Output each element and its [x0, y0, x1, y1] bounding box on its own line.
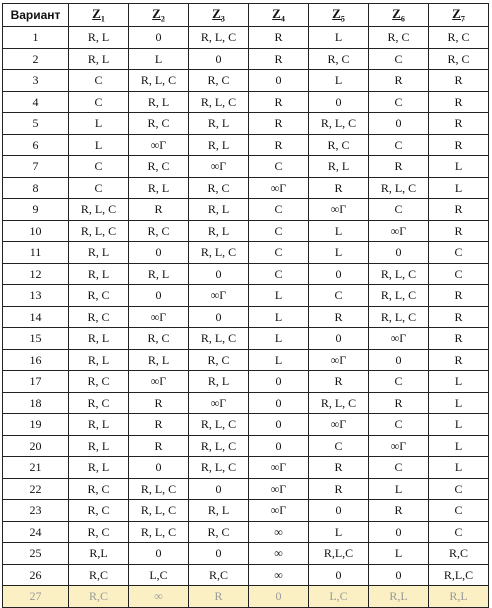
table-row: [3, 328, 489, 350]
variant-number-cell: 8: [3, 177, 69, 199]
z1-cell: R, L: [69, 263, 129, 285]
table-row: [3, 27, 489, 49]
z5-cell: C: [309, 435, 369, 457]
variant-number-cell: 17: [3, 371, 69, 393]
table-row: [3, 242, 489, 264]
z3-cell: 0: [189, 306, 249, 328]
z4-cell: C: [249, 156, 309, 178]
variant-number-cell: 5: [3, 113, 69, 135]
z5-cell: ∞Γ: [309, 414, 369, 436]
z7-cell: R: [429, 328, 489, 350]
z7-cell: R, C: [429, 27, 489, 49]
z2-cell: R, L: [129, 91, 189, 113]
z6-cell: R: [369, 500, 429, 522]
z6-cell: R, L, C: [369, 263, 429, 285]
z3-cell: R, C: [189, 70, 249, 92]
z7-cell: R: [429, 349, 489, 371]
z3-cell: 0: [189, 543, 249, 565]
z5-cell: 0: [309, 91, 369, 113]
z4-cell: L: [249, 285, 309, 307]
z1-cell: R, L: [69, 48, 129, 70]
z6-cell: C: [369, 48, 429, 70]
z3-cell: R, L, C: [189, 414, 249, 436]
header-variant: Вариант: [3, 4, 69, 27]
z1-cell: R, L: [69, 435, 129, 457]
z1-cell: R, L: [69, 349, 129, 371]
z1-cell: C: [69, 70, 129, 92]
z2-cell: R, L, C: [129, 500, 189, 522]
z1-cell: R,C: [69, 586, 129, 608]
header-z7: $Z_7$: [429, 4, 489, 27]
z5-cell: R, L, C: [309, 392, 369, 414]
variant-number-cell: 16: [3, 349, 69, 371]
z3-cell: 0: [189, 478, 249, 500]
z7-cell: C: [429, 242, 489, 264]
z3-cell: R, L, C: [189, 435, 249, 457]
z1-cell: R, C: [69, 306, 129, 328]
variant-number-cell: 15: [3, 328, 69, 350]
z7-cell: C: [429, 521, 489, 543]
z7-cell: R: [429, 134, 489, 156]
z3-cell: R, L, C: [189, 457, 249, 479]
z1-cell: R, L: [69, 328, 129, 350]
z3-cell: R, L, C: [189, 27, 249, 49]
z4-cell: ∞: [249, 543, 309, 565]
table-row: [3, 392, 489, 414]
table-row: [3, 91, 489, 113]
z7-cell: R: [429, 199, 489, 221]
z2-cell: R, C: [129, 328, 189, 350]
z4-cell: 0: [249, 70, 309, 92]
z5-cell: R: [309, 371, 369, 393]
z6-cell: R, L, C: [369, 285, 429, 307]
z3-cell: R, L: [189, 500, 249, 522]
z1-cell: R, C: [69, 521, 129, 543]
table-row: [3, 70, 489, 92]
z5-cell: R,L,C: [309, 543, 369, 565]
z5-cell: L: [309, 220, 369, 242]
z4-cell: ∞Γ: [249, 500, 309, 522]
variant-number-cell: 1: [3, 27, 69, 49]
table-row: [3, 48, 489, 70]
z1-cell: R, L: [69, 242, 129, 264]
table-row: [3, 371, 489, 393]
z4-cell: L: [249, 306, 309, 328]
z5-cell: L: [309, 242, 369, 264]
z2-cell: R, C: [129, 113, 189, 135]
z2-cell: R, C: [129, 156, 189, 178]
table-row: [3, 414, 489, 436]
z3-cell: R, L: [189, 220, 249, 242]
z1-cell: L: [69, 113, 129, 135]
z4-cell: R: [249, 27, 309, 49]
z3-cell: R, L, C: [189, 328, 249, 350]
variant-number-cell: 19: [3, 414, 69, 436]
z4-cell: C: [249, 263, 309, 285]
z6-cell: 0: [369, 564, 429, 586]
z7-cell: R: [429, 306, 489, 328]
z2-cell: L,C: [129, 564, 189, 586]
z6-cell: R: [369, 156, 429, 178]
variant-number-cell: 7: [3, 156, 69, 178]
z6-cell: ∞Γ: [369, 220, 429, 242]
table-row: [3, 564, 489, 586]
header-z6: $Z_6$: [369, 4, 429, 27]
variant-number-cell: 18: [3, 392, 69, 414]
z2-cell: R: [129, 199, 189, 221]
z3-cell: ∞Γ: [189, 392, 249, 414]
z6-cell: C: [369, 457, 429, 479]
z4-cell: L: [249, 349, 309, 371]
table-row: [3, 478, 489, 500]
z2-cell: ∞: [129, 586, 189, 608]
z4-cell: L: [249, 328, 309, 350]
z5-cell: R: [309, 478, 369, 500]
z6-cell: R,L: [369, 586, 429, 608]
z3-cell: R, C: [189, 521, 249, 543]
z5-cell: R: [309, 306, 369, 328]
z2-cell: R, L: [129, 349, 189, 371]
variant-number-cell: 22: [3, 478, 69, 500]
z6-cell: ∞Γ: [369, 435, 429, 457]
variant-number-cell: 4: [3, 91, 69, 113]
table-row: [3, 263, 489, 285]
table-row: [3, 156, 489, 178]
z7-cell: R,L,C: [429, 564, 489, 586]
z3-cell: R, L, C: [189, 242, 249, 264]
z4-cell: 0: [249, 586, 309, 608]
z3-cell: R, L: [189, 199, 249, 221]
table-row: [3, 349, 489, 371]
z6-cell: L: [369, 478, 429, 500]
z2-cell: 0: [129, 27, 189, 49]
variant-number-cell: 13: [3, 285, 69, 307]
z5-cell: ∞Γ: [309, 349, 369, 371]
z4-cell: ∞Γ: [249, 478, 309, 500]
variant-number-cell: 2: [3, 48, 69, 70]
z6-cell: ∞Γ: [369, 328, 429, 350]
z5-cell: L,C: [309, 586, 369, 608]
z3-cell: R, L: [189, 371, 249, 393]
z6-cell: C: [369, 414, 429, 436]
z4-cell: ∞: [249, 564, 309, 586]
z2-cell: ∞Γ: [129, 134, 189, 156]
z2-cell: R, L, C: [129, 70, 189, 92]
header-z2: $Z_2$: [129, 4, 189, 27]
z3-cell: R, L, C: [189, 91, 249, 113]
z6-cell: 0: [369, 521, 429, 543]
z7-cell: R: [429, 91, 489, 113]
z1-cell: C: [69, 91, 129, 113]
table-row: [3, 543, 489, 565]
z5-cell: L: [309, 70, 369, 92]
z1-cell: R, L: [69, 414, 129, 436]
z2-cell: 0: [129, 543, 189, 565]
z7-cell: R, C: [429, 48, 489, 70]
z7-cell: L: [429, 156, 489, 178]
z6-cell: R: [369, 392, 429, 414]
variant-number-cell: 23: [3, 500, 69, 522]
z6-cell: R, L, C: [369, 177, 429, 199]
table-row: [3, 220, 489, 242]
z2-cell: R, L: [129, 177, 189, 199]
table-row: [3, 500, 489, 522]
z7-cell: C: [429, 478, 489, 500]
z6-cell: R, L, C: [369, 306, 429, 328]
z7-cell: L: [429, 414, 489, 436]
variant-number-cell: 26: [3, 564, 69, 586]
z1-cell: C: [69, 177, 129, 199]
z1-cell: L: [69, 134, 129, 156]
z1-cell: R, C: [69, 371, 129, 393]
z7-cell: R: [429, 113, 489, 135]
z2-cell: R, C: [129, 220, 189, 242]
z1-cell: R, C: [69, 285, 129, 307]
z6-cell: C: [369, 91, 429, 113]
z7-cell: R,C: [429, 543, 489, 565]
table-row: [3, 457, 489, 479]
z6-cell: R: [369, 70, 429, 92]
table-row: [3, 113, 489, 135]
z1-cell: R, L, C: [69, 220, 129, 242]
z2-cell: R: [129, 392, 189, 414]
z2-cell: R, L, C: [129, 521, 189, 543]
z1-cell: R, L: [69, 27, 129, 49]
z6-cell: 0: [369, 242, 429, 264]
variant-number-cell: 20: [3, 435, 69, 457]
z1-cell: R,L: [69, 543, 129, 565]
z5-cell: R: [309, 177, 369, 199]
z6-cell: R, C: [369, 27, 429, 49]
z6-cell: C: [369, 371, 429, 393]
z7-cell: R: [429, 285, 489, 307]
z2-cell: R: [129, 435, 189, 457]
z3-cell: R, C: [189, 177, 249, 199]
z4-cell: ∞Γ: [249, 457, 309, 479]
z5-cell: R, L: [309, 156, 369, 178]
z4-cell: R: [249, 134, 309, 156]
variant-number-cell: 11: [3, 242, 69, 264]
z5-cell: L: [309, 521, 369, 543]
z4-cell: C: [249, 220, 309, 242]
z4-cell: 0: [249, 392, 309, 414]
header-z5: $Z_5$: [309, 4, 369, 27]
z5-cell: R: [309, 457, 369, 479]
z4-cell: R: [249, 91, 309, 113]
z5-cell: L: [309, 27, 369, 49]
z5-cell: 0: [309, 263, 369, 285]
z4-cell: C: [249, 242, 309, 264]
variant-number-cell: 14: [3, 306, 69, 328]
table-row: [3, 285, 489, 307]
z4-cell: 0: [249, 371, 309, 393]
z2-cell: 0: [129, 242, 189, 264]
variant-number-cell: 3: [3, 70, 69, 92]
z5-cell: ∞Γ: [309, 199, 369, 221]
z7-cell: L: [429, 371, 489, 393]
z4-cell: ∞: [249, 521, 309, 543]
variant-number-cell: 24: [3, 521, 69, 543]
z5-cell: 0: [309, 500, 369, 522]
variant-number-cell: 6: [3, 134, 69, 156]
z6-cell: L: [369, 543, 429, 565]
table-row: [3, 177, 489, 199]
z7-cell: C: [429, 263, 489, 285]
z3-cell: R, L: [189, 113, 249, 135]
z2-cell: ∞Γ: [129, 371, 189, 393]
header-z3: $Z_3$: [189, 4, 249, 27]
z7-cell: C: [429, 500, 489, 522]
table-row: [3, 306, 489, 328]
z6-cell: 0: [369, 113, 429, 135]
z7-cell: L: [429, 435, 489, 457]
z6-cell: C: [369, 199, 429, 221]
z3-cell: R, C: [189, 349, 249, 371]
z4-cell: ∞Γ: [249, 177, 309, 199]
z3-cell: R,C: [189, 564, 249, 586]
z5-cell: 0: [309, 328, 369, 350]
z1-cell: R, C: [69, 478, 129, 500]
z1-cell: R, L: [69, 457, 129, 479]
z1-cell: R, C: [69, 500, 129, 522]
variants-table: [2, 3, 489, 608]
z3-cell: 0: [189, 48, 249, 70]
z5-cell: R, L, C: [309, 113, 369, 135]
z4-cell: 0: [249, 435, 309, 457]
z1-cell: R, L, C: [69, 199, 129, 221]
z4-cell: R: [249, 48, 309, 70]
variant-number-cell: 10: [3, 220, 69, 242]
variant-number-cell: 12: [3, 263, 69, 285]
header-z1: $Z_1$: [69, 4, 129, 27]
z3-cell: R, L: [189, 134, 249, 156]
z2-cell: R: [129, 414, 189, 436]
header-z4: $Z_4$: [249, 4, 309, 27]
z6-cell: C: [369, 134, 429, 156]
z3-cell: ∞Γ: [189, 156, 249, 178]
variant-number-cell: 27: [3, 586, 69, 608]
z3-cell: ∞Γ: [189, 285, 249, 307]
z7-cell: R: [429, 220, 489, 242]
table-row: [3, 134, 489, 156]
variant-number-cell: 21: [3, 457, 69, 479]
z3-cell: 0: [189, 263, 249, 285]
table-row: [3, 435, 489, 457]
variant-number-cell: 9: [3, 199, 69, 221]
z1-cell: R, C: [69, 392, 129, 414]
z6-cell: 0: [369, 349, 429, 371]
z2-cell: 0: [129, 457, 189, 479]
z7-cell: R: [429, 70, 489, 92]
table-row: [3, 586, 489, 608]
z7-cell: L: [429, 392, 489, 414]
z1-cell: R,C: [69, 564, 129, 586]
z2-cell: ∞Γ: [129, 306, 189, 328]
table-header: [3, 4, 489, 27]
z1-cell: C: [69, 156, 129, 178]
z5-cell: R, C: [309, 48, 369, 70]
z4-cell: R: [249, 113, 309, 135]
z5-cell: R, C: [309, 134, 369, 156]
z5-cell: C: [309, 285, 369, 307]
z5-cell: 0: [309, 564, 369, 586]
z7-cell: L: [429, 457, 489, 479]
variant-number-cell: 25: [3, 543, 69, 565]
z4-cell: 0: [249, 414, 309, 436]
table-row: [3, 199, 489, 221]
z7-cell: L: [429, 177, 489, 199]
table-body: [3, 27, 489, 608]
z2-cell: 0: [129, 285, 189, 307]
z2-cell: R, L, C: [129, 478, 189, 500]
z2-cell: R, L: [129, 263, 189, 285]
z2-cell: L: [129, 48, 189, 70]
table-row: [3, 521, 489, 543]
z4-cell: C: [249, 199, 309, 221]
z3-cell: R: [189, 586, 249, 608]
z7-cell: R,L: [429, 586, 489, 608]
